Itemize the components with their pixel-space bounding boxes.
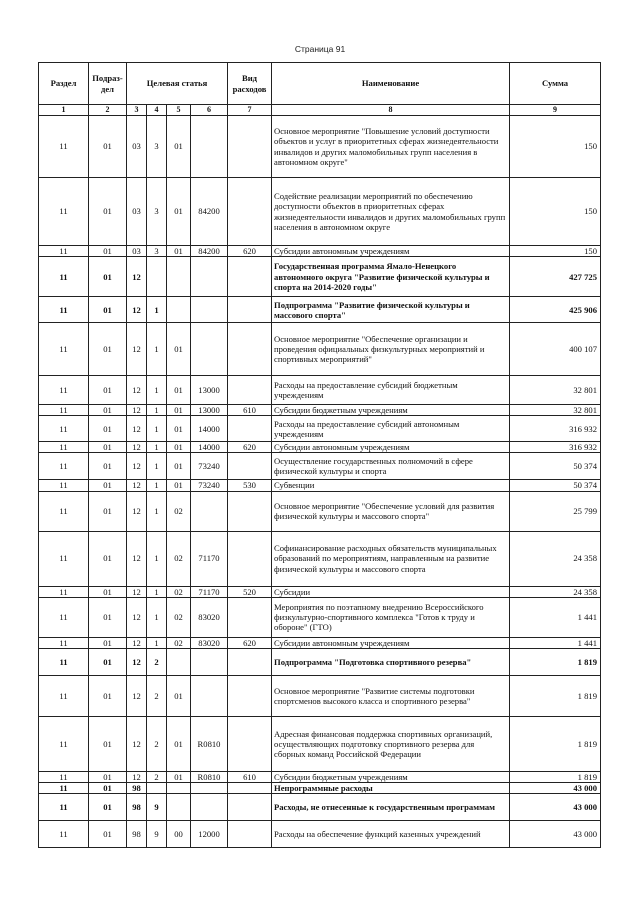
table-row [39,637,601,648]
header-sum: Сумма [510,63,601,105]
name-cell: Расходы на обеспечение функций казенных учреждений [272,821,510,848]
target-part-4-cell: 83020 [191,597,228,637]
table-row [39,531,601,586]
target-part-3-cell: 01 [167,771,191,782]
vid-cell [228,323,272,376]
razdel-cell: 11 [39,771,89,782]
target-part-1-cell: 12 [127,416,147,442]
target-part-4-cell [191,297,228,323]
target-part-4-cell [191,794,228,821]
target-part-1-cell: 12 [127,323,147,376]
target-part-2-cell: 2 [147,716,167,771]
target-part-3-cell [167,794,191,821]
target-part-3-cell [167,782,191,793]
table-row [39,178,601,246]
vid-cell [228,782,272,793]
target-part-2-cell: 2 [147,675,167,716]
vid-cell [228,257,272,297]
target-part-2-cell: 1 [147,405,167,416]
target-part-3-cell: 01 [167,480,191,491]
vid-cell [228,648,272,675]
target-part-2-cell: 1 [147,323,167,376]
podrazdel-cell: 01 [89,453,127,480]
vid-cell [228,376,272,405]
name-cell: Подпрограмма "Подготовка спортивного резерва" [272,648,510,675]
razdel-cell: 11 [39,491,89,531]
target-part-1-cell: 98 [127,782,147,793]
target-part-1-cell: 03 [127,116,147,178]
target-part-2-cell: 3 [147,116,167,178]
sum-cell: 150 [510,116,601,178]
sum-cell: 50 374 [510,453,601,480]
podrazdel-cell: 01 [89,178,127,246]
razdel-cell: 11 [39,531,89,586]
target-part-2-cell: 9 [147,794,167,821]
table-row [39,442,601,453]
target-part-1-cell: 12 [127,771,147,782]
target-part-1-cell: 12 [127,491,147,531]
target-part-3-cell: 01 [167,453,191,480]
podrazdel-cell: 01 [89,531,127,586]
target-part-4-cell [191,116,228,178]
target-part-3-cell: 01 [167,246,191,257]
name-cell: Субсидии автономным учреждениям [272,442,510,453]
page-label: Страница 91 [294,44,346,54]
razdel-cell: 11 [39,376,89,405]
header-razdel: Раздел [39,63,89,105]
sum-cell: 150 [510,246,601,257]
razdel-cell: 11 [39,637,89,648]
podrazdel-cell: 01 [89,586,127,597]
razdel-cell: 11 [39,405,89,416]
table-row [39,405,601,416]
target-part-1-cell: 12 [127,297,147,323]
target-part-4-cell: 84200 [191,246,228,257]
razdel-cell: 11 [39,782,89,793]
table-row [39,480,601,491]
name-cell: Субсидии бюджетным учреждениям [272,405,510,416]
podrazdel-cell: 01 [89,246,127,257]
target-part-3-cell: 02 [167,637,191,648]
vid-cell [228,531,272,586]
razdel-cell: 11 [39,257,89,297]
name-cell: Осуществление государственных полномочий в сфере физической культуры и спорта [272,453,510,480]
razdel-cell: 11 [39,675,89,716]
target-part-1-cell: 12 [127,442,147,453]
name-cell: Субвенции [272,480,510,491]
target-part-4-cell: 13000 [191,376,228,405]
razdel-cell: 11 [39,480,89,491]
table-row [39,323,601,376]
name-cell: Подпрограмма "Развитие физической культуры и массового спорта" [272,297,510,323]
target-part-4-cell: 73240 [191,480,228,491]
razdel-cell: 11 [39,442,89,453]
target-part-4-cell: 84200 [191,178,228,246]
razdel-cell: 11 [39,178,89,246]
sum-cell: 1 819 [510,716,601,771]
sum-cell: 1 441 [510,597,601,637]
table-row [39,675,601,716]
name-cell: Расходы на предоставление субсидий автономным учреждениям [272,416,510,442]
table-row [39,821,601,848]
col-number: 8 [272,105,510,116]
table-row [39,648,601,675]
vid-cell: 620 [228,246,272,257]
target-part-2-cell [147,257,167,297]
target-part-3-cell [167,648,191,675]
vid-cell [228,491,272,531]
podrazdel-cell: 01 [89,597,127,637]
target-part-1-cell: 03 [127,178,147,246]
col-number: 9 [510,105,601,116]
target-part-4-cell [191,257,228,297]
target-part-4-cell: 71170 [191,586,228,597]
sum-cell: 400 107 [510,323,601,376]
razdel-cell: 11 [39,246,89,257]
name-cell: Непрограммные расходы [272,782,510,793]
table-row [39,297,601,323]
sum-cell: 43 000 [510,782,601,793]
table-row [39,376,601,405]
target-part-2-cell: 1 [147,491,167,531]
sum-cell: 1 441 [510,637,601,648]
table-row [39,257,601,297]
target-part-1-cell: 98 [127,821,147,848]
target-part-2-cell: 2 [147,648,167,675]
target-part-3-cell [167,257,191,297]
podrazdel-cell: 01 [89,257,127,297]
table-row [39,453,601,480]
name-cell: Адресная финансовая поддержка спортивных организаций, осуществляющих подготовку спортивного резерва для сборных команд Российской Федерации [272,716,510,771]
col-number: 7 [228,105,272,116]
name-cell: Расходы, не отнесенные к государственным программам [272,794,510,821]
col-number: 2 [89,105,127,116]
podrazdel-cell: 01 [89,405,127,416]
target-part-1-cell: 98 [127,794,147,821]
sum-cell: 25 799 [510,491,601,531]
vid-cell [228,453,272,480]
name-cell: Расходы на предоставление субсидий бюджетным учреждениям [272,376,510,405]
vid-cell [228,116,272,178]
column-number-row [39,105,601,116]
target-part-2-cell: 1 [147,453,167,480]
podrazdel-cell: 01 [89,771,127,782]
sum-cell: 24 358 [510,586,601,597]
sum-cell: 1 819 [510,675,601,716]
podrazdel-cell: 01 [89,376,127,405]
target-part-3-cell: 01 [167,716,191,771]
target-part-4-cell [191,323,228,376]
vid-cell [228,821,272,848]
target-part-2-cell: 3 [147,178,167,246]
vid-cell: 610 [228,771,272,782]
razdel-cell: 11 [39,586,89,597]
target-part-1-cell: 12 [127,480,147,491]
target-part-4-cell [191,648,228,675]
target-part-2-cell: 1 [147,416,167,442]
podrazdel-cell: 01 [89,637,127,648]
name-cell: Основное мероприятие "Обеспечение условий для развития физической культуры и массового спорта" [272,491,510,531]
name-cell: Субсидии автономным учреждениям [272,246,510,257]
vid-cell [228,178,272,246]
name-cell: Основное мероприятие "Повышение условий доступности объектов и услуг в приоритетных сферах жизнедеятельности инвалидов и других маломобильных групп населения в автономном округе" [272,116,510,178]
table-row [39,491,601,531]
vid-cell: 620 [228,637,272,648]
razdel-cell: 11 [39,794,89,821]
table-row [39,782,601,793]
vid-cell: 520 [228,586,272,597]
razdel-cell: 11 [39,648,89,675]
sum-cell: 316 932 [510,442,601,453]
sum-cell: 425 906 [510,297,601,323]
target-part-3-cell: 01 [167,178,191,246]
col-number: 3 [127,105,147,116]
podrazdel-cell: 01 [89,794,127,821]
target-part-4-cell: R0810 [191,771,228,782]
table-row [39,794,601,821]
target-part-4-cell: 73240 [191,453,228,480]
razdel-cell: 11 [39,116,89,178]
target-part-3-cell: 01 [167,405,191,416]
podrazdel-cell: 01 [89,491,127,531]
target-part-1-cell: 12 [127,405,147,416]
target-part-4-cell: 71170 [191,531,228,586]
target-part-4-cell: 14000 [191,442,228,453]
target-part-1-cell: 12 [127,257,147,297]
target-part-2-cell: 1 [147,597,167,637]
header-name: Наименование [272,63,510,105]
target-part-4-cell [191,782,228,793]
podrazdel-cell: 01 [89,116,127,178]
razdel-cell: 11 [39,323,89,376]
razdel-cell: 11 [39,297,89,323]
target-part-2-cell: 1 [147,297,167,323]
vid-cell: 620 [228,442,272,453]
podrazdel-cell: 01 [89,821,127,848]
vid-cell: 530 [228,480,272,491]
col-number: 4 [147,105,167,116]
target-part-2-cell: 9 [147,821,167,848]
target-part-3-cell: 01 [167,116,191,178]
target-part-4-cell: 14000 [191,416,228,442]
header-vid: Вид расходов [228,63,272,105]
podrazdel-cell: 01 [89,297,127,323]
target-part-1-cell: 12 [127,716,147,771]
target-part-1-cell: 12 [127,531,147,586]
podrazdel-cell: 01 [89,716,127,771]
target-part-1-cell: 12 [127,453,147,480]
sum-cell: 32 801 [510,405,601,416]
name-cell: Субсидии бюджетным учреждениям [272,771,510,782]
target-part-4-cell: R0810 [191,716,228,771]
razdel-cell: 11 [39,597,89,637]
target-part-2-cell: 1 [147,480,167,491]
col-number: 5 [167,105,191,116]
target-part-3-cell: 01 [167,376,191,405]
header-podrazdel: Подраз-дел [89,63,127,105]
table-row [39,246,601,257]
sum-cell: 43 000 [510,794,601,821]
target-part-2-cell: 1 [147,376,167,405]
target-part-1-cell: 12 [127,597,147,637]
sum-cell: 24 358 [510,531,601,586]
target-part-4-cell: 83020 [191,637,228,648]
table-row [39,716,601,771]
vid-cell [228,297,272,323]
table-row [39,416,601,442]
sum-cell: 1 819 [510,648,601,675]
podrazdel-cell: 01 [89,480,127,491]
budget-table [38,62,601,848]
target-part-4-cell: 12000 [191,821,228,848]
razdel-cell: 11 [39,821,89,848]
header-target: Целевая статья [127,63,228,105]
target-part-3-cell: 02 [167,531,191,586]
col-number: 1 [39,105,89,116]
target-part-1-cell: 12 [127,376,147,405]
name-cell: Софинансирование расходных обязательств муниципальных образований по мероприятиям, направленным на развитие физической культуры и массового спорта [272,531,510,586]
name-cell: Основное мероприятие "Развитие системы подготовки спортсменов высокого класса и спортивного резерва" [272,675,510,716]
target-part-4-cell [191,491,228,531]
table-row [39,116,601,178]
target-part-3-cell: 02 [167,586,191,597]
sum-cell: 50 374 [510,480,601,491]
target-part-2-cell: 3 [147,246,167,257]
table-row [39,597,601,637]
podrazdel-cell: 01 [89,648,127,675]
name-cell: Государственная программа Ямало-Ненецкого автономного округа "Развитие физической культуры и спорта на 2014-2020 годы" [272,257,510,297]
table-row [39,771,601,782]
target-part-2-cell: 1 [147,586,167,597]
podrazdel-cell: 01 [89,782,127,793]
razdel-cell: 11 [39,453,89,480]
vid-cell [228,675,272,716]
vid-cell: 610 [228,405,272,416]
sum-cell: 43 000 [510,821,601,848]
target-part-1-cell: 12 [127,586,147,597]
name-cell: Основное мероприятие "Обеспечение организации и проведения официальных физкультурных мероприятий и спортивных мероприятий" [272,323,510,376]
podrazdel-cell: 01 [89,323,127,376]
target-part-2-cell: 1 [147,637,167,648]
target-part-1-cell: 12 [127,637,147,648]
razdel-cell: 11 [39,716,89,771]
target-part-2-cell: 2 [147,771,167,782]
podrazdel-cell: 01 [89,416,127,442]
sum-cell: 1 819 [510,771,601,782]
target-part-3-cell: 02 [167,597,191,637]
target-part-3-cell: 01 [167,442,191,453]
target-part-1-cell: 12 [127,648,147,675]
vid-cell [228,416,272,442]
target-part-2-cell: 1 [147,442,167,453]
target-part-3-cell: 01 [167,323,191,376]
podrazdel-cell: 01 [89,675,127,716]
name-cell: Мероприятия по поэтапному внедрению Всероссийского физкультурно-спортивного комплекса "Готов к труду и обороне" (ГТО) [272,597,510,637]
target-part-4-cell: 13000 [191,405,228,416]
col-number: 6 [191,105,228,116]
target-part-3-cell: 00 [167,821,191,848]
vid-cell [228,716,272,771]
table-row [39,586,601,597]
vid-cell [228,597,272,637]
target-part-1-cell: 03 [127,246,147,257]
sum-cell: 150 [510,178,601,246]
target-part-1-cell: 12 [127,675,147,716]
sum-cell: 316 932 [510,416,601,442]
razdel-cell: 11 [39,416,89,442]
target-part-4-cell [191,675,228,716]
name-cell: Содействие реализации мероприятий по обеспечению доступности объектов в приоритетных сферах жизнедеятельности инвалидов и других маломобильных групп населения в автономном округе [272,178,510,246]
sum-cell: 427 725 [510,257,601,297]
podrazdel-cell: 01 [89,442,127,453]
target-part-3-cell: 01 [167,416,191,442]
target-part-3-cell: 01 [167,675,191,716]
sum-cell: 32 801 [510,376,601,405]
name-cell: Субсидии [272,586,510,597]
target-part-3-cell: 02 [167,491,191,531]
target-part-2-cell: 1 [147,531,167,586]
target-part-3-cell [167,297,191,323]
vid-cell [228,794,272,821]
target-part-2-cell [147,782,167,793]
name-cell: Субсидии автономным учреждениям [272,637,510,648]
